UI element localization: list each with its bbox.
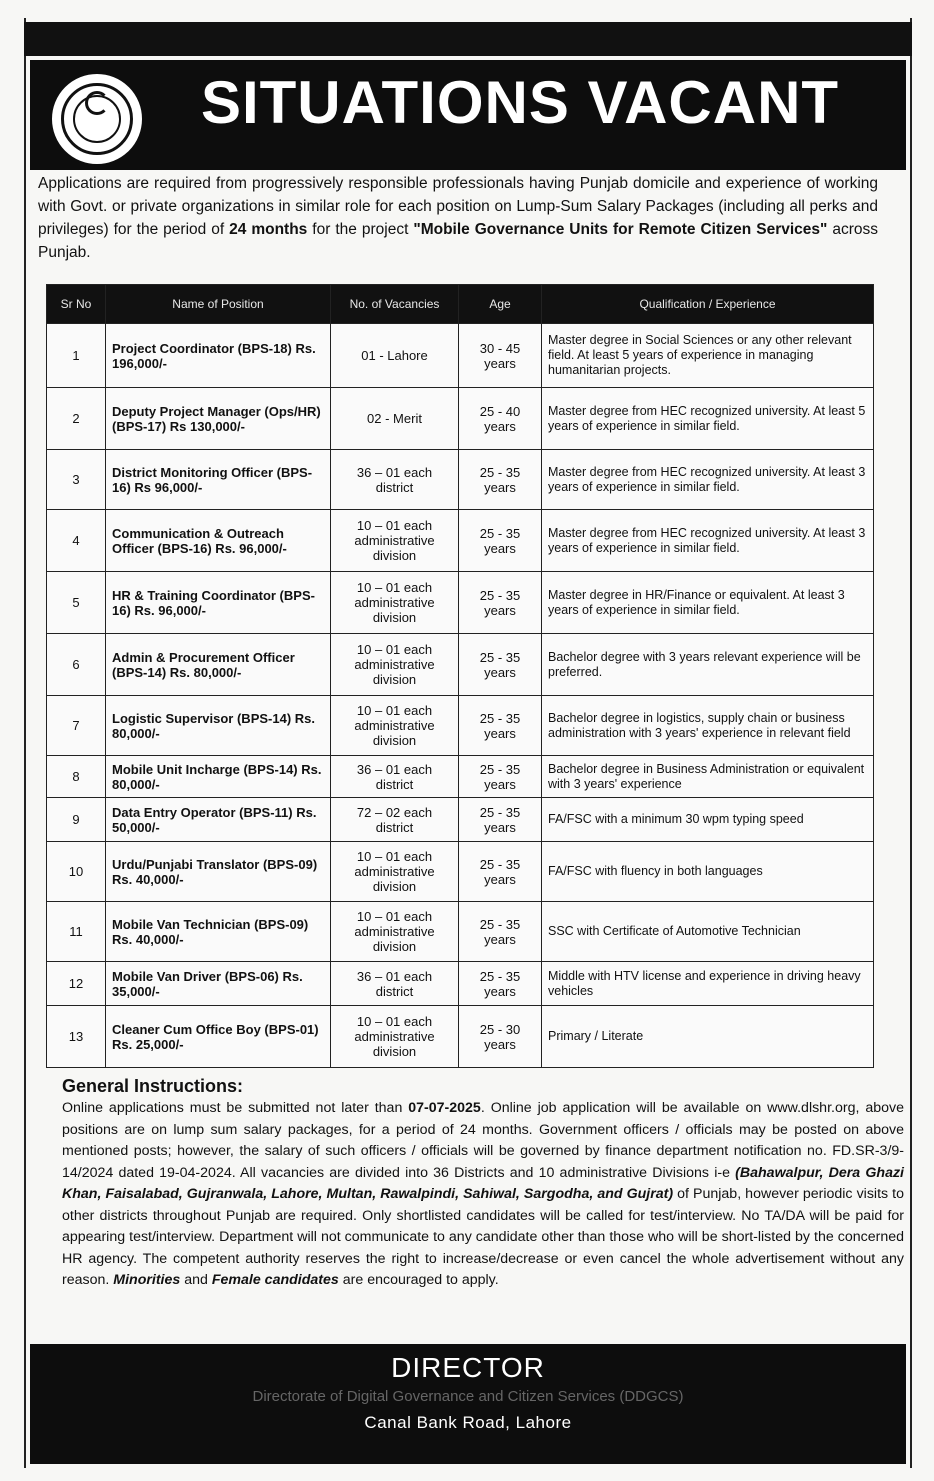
row-vacancies: 10 – 01 each administrative division [331,572,459,634]
table-row [47,450,874,510]
row-sr: 12 [47,962,106,1006]
table-row [47,902,874,962]
row-vacancies: 10 – 01 each administrative division [331,902,459,962]
row-qualification: Master degree in HR/Finance or equivalent. At least 3 years of experience in similar field. [542,572,874,634]
address: Canal Bank Road, Lahore [364,1413,572,1432]
row-age: 25 - 35 years [459,450,542,510]
row-qualification: Master degree in Social Sciences or any other relevant field. At least 5 years of experience in managing humanitarian projects. [542,324,874,388]
row-position: Deputy Project Manager (Ops/HR) (BPS-17) Rs 130,000/- [106,388,331,450]
female-candidates: Female candidates [211,1272,339,1288]
row-qualification: Bachelor degree in Business Administration or equivalent with 3 years' experience [542,756,874,798]
row-position: Mobile Unit Incharge (BPS-14) Rs. 80,000/- [106,756,331,798]
table-row [47,388,874,450]
header-vacancies: No. of Vacancies [331,285,459,324]
table-row [47,798,874,842]
row-age: 25 - 35 years [459,634,542,696]
row-sr: 1 [47,324,106,388]
table-row [47,696,874,756]
row-vacancies: 10 – 01 each administrative division [331,1006,459,1068]
row-qualification: Master degree from HEC recognized university. At least 3 years of experience in similar field. [542,510,874,572]
directorate-name: Directorate of Digital Governance and Citizen Services (DDGCS) [252,1388,684,1405]
row-age: 25 - 35 years [459,510,542,572]
row-vacancies: 01 - Lahore [331,324,459,388]
page-title: SITUATIONS VACANT [200,69,840,136]
footer-block [30,1344,906,1464]
row-sr: 9 [47,798,106,842]
row-qualification: Master degree from HEC recognized university. At least 3 years of experience in similar field. [542,450,874,510]
row-position: District Monitoring Officer (BPS-16) Rs 96,000/- [106,450,331,510]
table-row [47,756,874,798]
row-sr: 5 [47,572,106,634]
government-seal-icon [52,74,142,164]
table-header-row [47,285,874,324]
row-position: Project Coordinator (BPS-18) Rs. 196,000/- [106,324,331,388]
row-vacancies: 10 – 01 each administrative division [331,696,459,756]
row-vacancies: 72 – 02 each district [331,798,459,842]
row-position: Cleaner Cum Office Boy (BPS-01) Rs. 25,000/- [106,1006,331,1068]
row-position: Mobile Van Driver (BPS-06) Rs. 35,000/- [106,962,331,1006]
row-age: 25 - 40 years [459,388,542,450]
row-age: 25 - 35 years [459,842,542,902]
row-vacancies: 36 – 01 each district [331,756,459,798]
minorities: Minorities [113,1272,181,1288]
row-position: Mobile Van Technician (BPS-09) Rs. 40,000/- [106,902,331,962]
ad-header [30,60,906,170]
table-row [47,510,874,572]
row-vacancies: 10 – 01 each administrative division [331,842,459,902]
header-qualification: Qualification / Experience [542,285,874,324]
intro-project: "Mobile Governance Units for Remote Citizen Services" [413,221,828,238]
row-sr: 13 [47,1006,106,1068]
row-age: 25 - 35 years [459,756,542,798]
row-qualification: Primary / Literate [542,1006,874,1068]
table-row [47,634,874,696]
row-age: 25 - 35 years [459,902,542,962]
row-sr: 4 [47,510,106,572]
row-qualification: Middle with HTV license and experience in driving heavy vehicles [542,962,874,1006]
row-sr: 3 [47,450,106,510]
row-sr: 11 [47,902,106,962]
instructions-title: General Instructions: [62,1076,244,1096]
row-sr: 7 [47,696,106,756]
row-vacancies: 36 – 01 each district [331,450,459,510]
row-sr: 6 [47,634,106,696]
row-sr: 10 [47,842,106,902]
divisions-list: (Bahawalpur, Dera Ghazi Khan, Faisalabad, Gujranwala, Lahore, Multan, Rawalpindi, Sahiwal, Sargodha, and Gujrat) [62,1164,904,1202]
row-qualification: FA/FSC with a minimum 30 wpm typing speed [542,798,874,842]
table-row [47,572,874,634]
director-title: DIRECTOR [391,1352,545,1383]
table-row [47,842,874,902]
table-row [47,1006,874,1068]
header-age: Age [459,285,542,324]
row-vacancies: 10 – 01 each administrative division [331,510,459,572]
row-sr: 2 [47,388,106,450]
row-position: Data Entry Operator (BPS-11) Rs. 50,000/- [106,798,331,842]
vacancies-table [46,284,874,1068]
row-age: 25 - 35 years [459,696,542,756]
row-position: Admin & Procurement Officer (BPS-14) Rs. 80,000/- [106,634,331,696]
header-position: Name of Position [106,285,331,324]
intro-paragraph: Applications are required from progressively responsible professionals having Punjab domicile and experience of working with Govt. or private organizations in similar role for each position on Lump-Sum Salary Packages (including all perks and privileges) for the period of 24 months for the project "Mobile Governance Units for Remote Citizen Services" across Punjab. [38,175,878,261]
row-position: Logistic Supervisor (BPS-14) Rs. 80,000/- [106,696,331,756]
row-qualification: FA/FSC with fluency in both languages [542,842,874,902]
row-age: 25 - 35 years [459,962,542,1006]
intro-period: 24 months [229,221,308,238]
table-row [47,962,874,1006]
table-row [47,324,874,388]
instructions-text: Online applications must be submitted not later than 07-07-2025. Online job application will be available on www.dlshr.org, above positions are on lump sum salary packages, for a period of 24 months. Government officers / officials may be posted on above mentioned posts; however, the salary of such officers / officials will be governed by finance department notification no. FD.SR-3/9-14/2024 dated 19-04-2024. All vacancies are divided into 36 Districts and 10 administrative Divisions i-e (Bahawalpur, Dera Ghazi Khan, Faisalabad, Gujranwala, Lahore, Multan, Rawalpindi, Sahiwal, Sargodha, and Gujrat) of Punjab, however periodic visits to other districts throughout Punjab are required. Only shortlisted candidates will be called for test/interview. No TA/DA will be paid for appearing test/interview. Department will not communicate to any candidate other than those who will be short-listed by the concerned HR agency. The competent authority reserves the right to increase/decrease or even cancel the whole advertisement without any reason. Minorities and Female candidates are encouraged to apply. [62,1100,904,1288]
deadline: 07-07-2025 [408,1100,481,1116]
row-position: Urdu/Punjabi Translator (BPS-09) Rs. 40,000/- [106,842,331,902]
row-age: 30 - 45 years [459,324,542,388]
row-age: 25 - 35 years [459,798,542,842]
row-qualification: Bachelor degree with 3 years relevant experience will be preferred. [542,634,874,696]
top-bar [24,22,912,56]
row-vacancies: 02 - Merit [331,388,459,450]
header-sr: Sr No [47,285,106,324]
row-position: HR & Training Coordinator (BPS-16) Rs. 96,000/- [106,572,331,634]
row-age: 25 - 35 years [459,572,542,634]
row-qualification: Master degree from HEC recognized university. At least 5 years of experience in similar field. [542,388,874,450]
row-age: 25 - 30 years [459,1006,542,1068]
row-vacancies: 10 – 01 each administrative division [331,634,459,696]
row-sr: 8 [47,756,106,798]
row-qualification: Bachelor degree in logistics, supply chain or business administration with 3 years' experience in relevant field [542,696,874,756]
row-qualification: SSC with Certificate of Automotive Technician [542,902,874,962]
row-vacancies: 36 – 01 each district [331,962,459,1006]
row-position: Communication & Outreach Officer (BPS-16) Rs. 96,000/- [106,510,331,572]
